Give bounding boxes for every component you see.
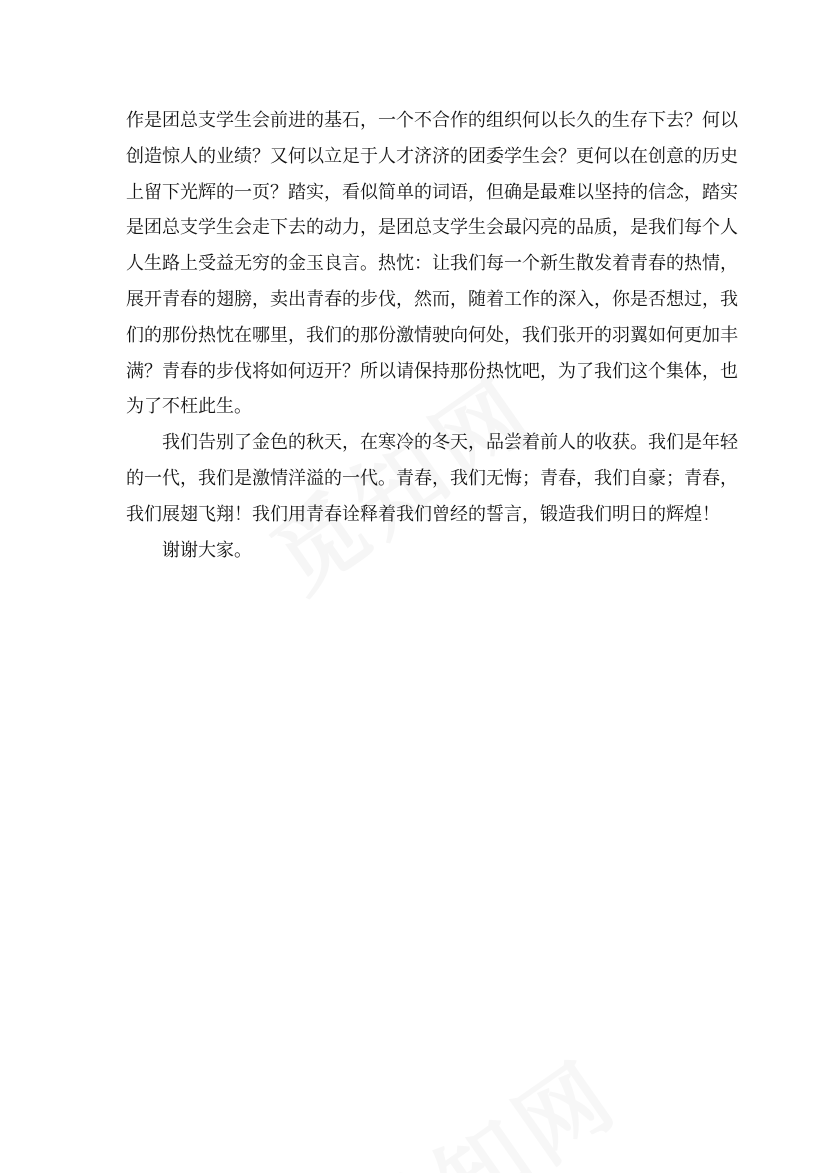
paragraph-line: 为了不枉此生。 (126, 396, 252, 418)
paragraph-line: 是团总支学生会走下去的动力，是团总支学生会最闪亮的品质，是我们每个人 (126, 217, 738, 239)
paragraph-3 (126, 533, 706, 569)
paragraph-line: 展开青春的翅膀，卖出青春的步伐，然而，随着工作的深入，你是否想过，我 (126, 288, 738, 310)
document-body (126, 103, 738, 568)
paragraph-line: 谢谢大家。 (162, 539, 252, 561)
paragraph-line: 我们展翅飞翔！我们用青春诠释着我们曾经的誓言，锻造我们明日的辉煌！ (126, 503, 720, 525)
paragraph-1 (126, 103, 738, 425)
paragraph-line: 我们告别了金色的秋天，在寒冷的冬天，品尝着前人的收获。我们是年轻 (162, 432, 738, 454)
paragraph-line: 作是团总支学生会前进的基石，一个不合作的组织何以长久的生存下去？何以 (126, 110, 738, 131)
paragraph-line: 人生路上受益无穷的金玉良言。热忱：让我们每一个新生散发着青春的热情， (126, 253, 738, 275)
paragraph-2 (126, 425, 738, 532)
paragraph-line: 上留下光辉的一页？踏实，看似简单的词语，但确是最难以坚持的信念，踏实 (126, 181, 738, 203)
watermark-bottom (325, 1009, 656, 1173)
paragraph-line: 创造惊人的业绩？又何以立足于人才济济的团委学生会？更何以在创意的历史 (126, 145, 738, 167)
watermark-text-bottom (337, 1041, 638, 1173)
paragraph-line: 们的那份热忱在哪里，我们的那份激情驶向何处，我们张开的羽翼如何更加丰 (126, 324, 738, 346)
paragraph-line: 的一代，我们是激情洋溢的一代。青春，我们无悔；青春，我们自豪；青春， (126, 467, 738, 489)
paragraph-line: 满？青春的步伐将如何迈开？所以请保持那份热忱吧，为了我们这个集体，也 (126, 360, 738, 382)
